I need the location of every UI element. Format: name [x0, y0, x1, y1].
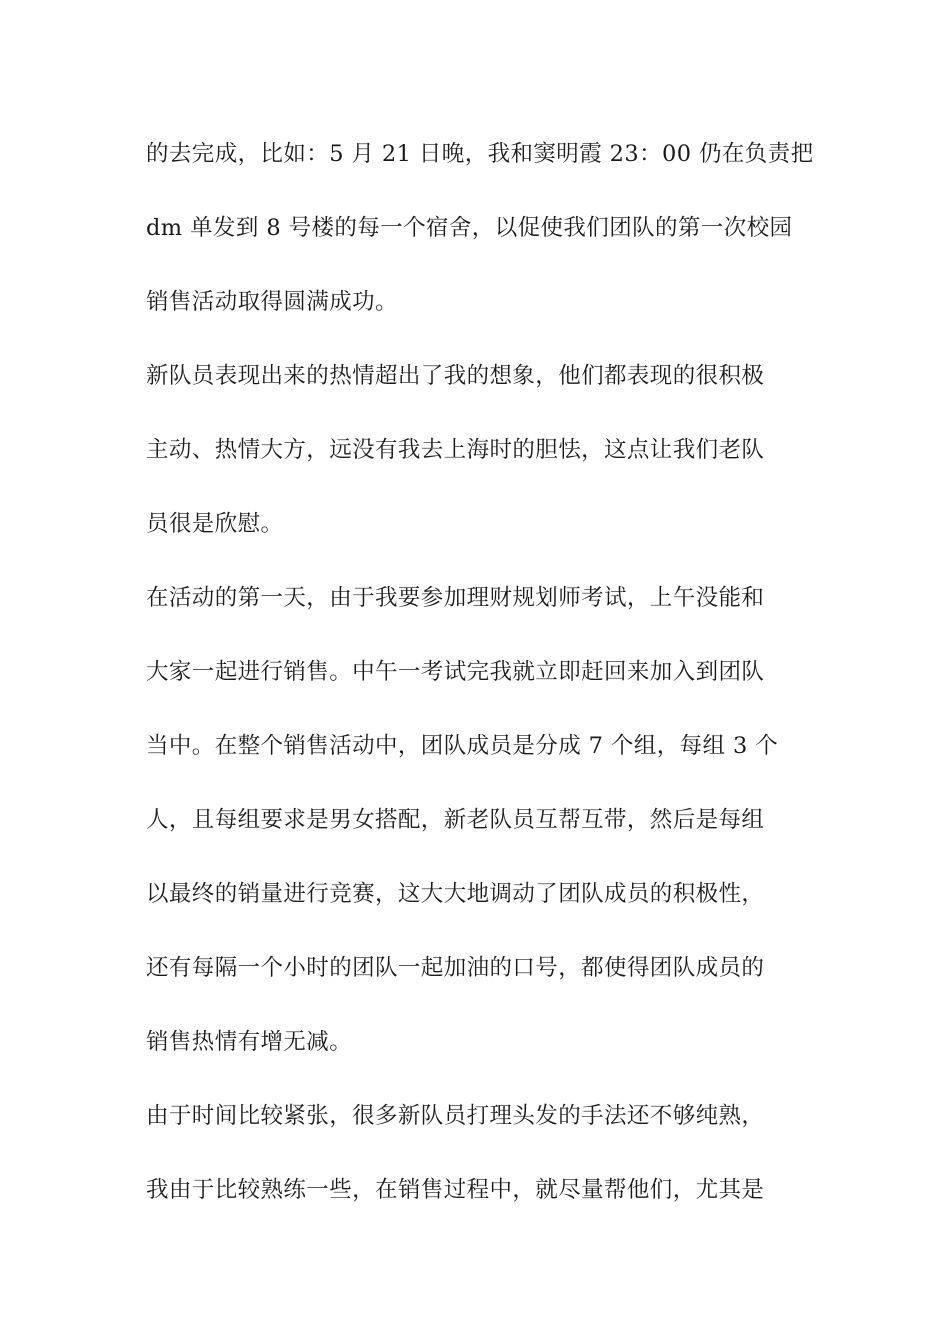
- text-line: 销售活动取得圆满成功。: [146, 289, 398, 315]
- text-line: 大家一起进行销售。中午一考试完我就立即赶回来加入到团队: [146, 659, 765, 685]
- text-line: 当中。在整个销售活动中，团队成员是分成 7 个组，每组 3 个: [146, 733, 779, 759]
- text-line: 在活动的第一天，由于我要参加理财规划师考试，上午没能和: [146, 585, 765, 611]
- text-line: 员很是欣慰。: [146, 511, 284, 537]
- text-line: dm 单发到 8 号楼的每一个宿舍，以促使我们团队的第一次校园: [146, 215, 793, 241]
- text-line: 新队员表现出来的热情超出了我的想象，他们都表现的很积极: [146, 363, 765, 389]
- text-line: 销售热情有增无减。: [146, 1029, 353, 1055]
- text-line: 我由于比较熟练一些，在销售过程中，就尽量帮他们，尤其是: [146, 1177, 765, 1203]
- text-line: 的去完成，比如：5 月 21 日晚，我和窦明霞 23：00 仍在负责把: [146, 141, 814, 167]
- text-line: 人，且每组要求是男女搭配，新老队员互帮互带，然后是每组: [146, 807, 765, 833]
- text-line: 以最终的销量进行竞赛，这大大地调动了团队成员的积极性，: [146, 881, 765, 907]
- text-line: 还有每隔一个小时的团队一起加油的口号，都使得团队成员的: [146, 955, 765, 981]
- text-line: 主动、热情大方，远没有我去上海时的胆怯，这点让我们老队: [146, 437, 765, 463]
- text-line: 由于时间比较紧张，很多新队员打理头发的手法还不够纯熟，: [146, 1103, 765, 1129]
- document-body: [146, 132, 814, 1242]
